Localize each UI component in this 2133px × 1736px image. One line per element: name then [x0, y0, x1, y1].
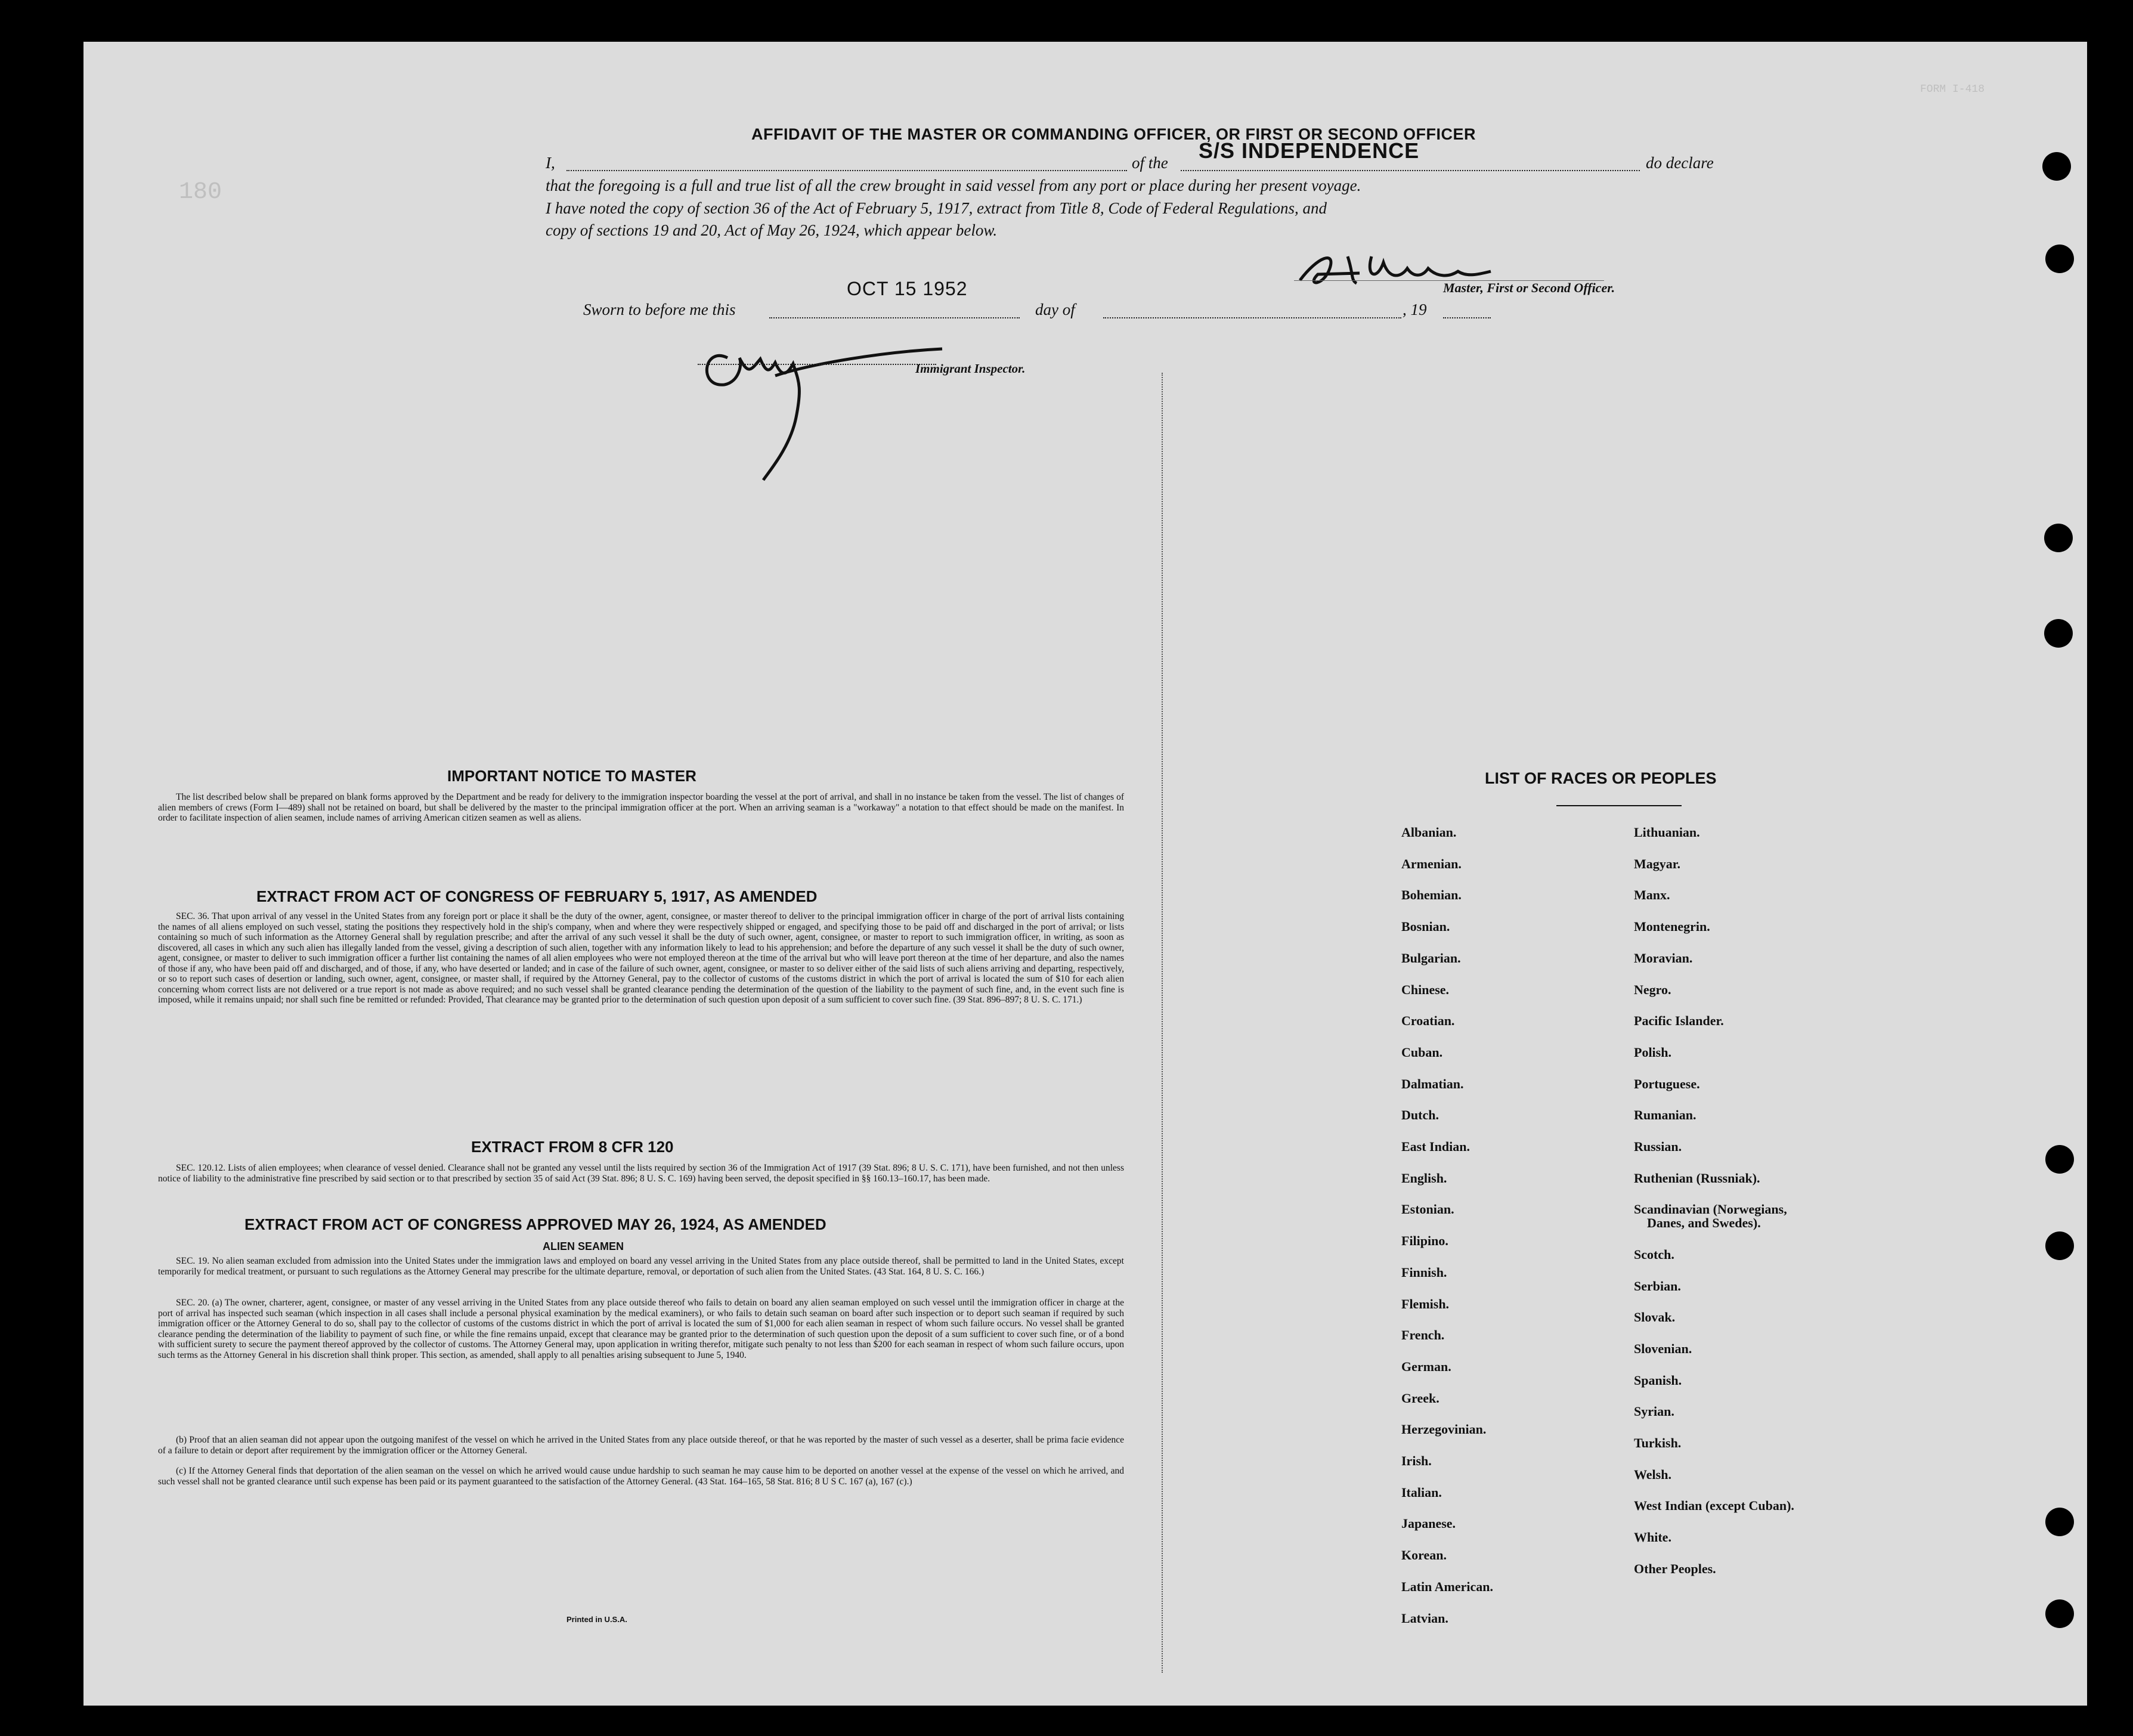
races-heading: LIST OF RACES OR PEOPLES	[1485, 769, 1717, 787]
inspector-label: Immigrant Inspector.	[915, 361, 1026, 376]
race-item: Bulgarian.	[1401, 950, 1461, 966]
notice-text: The list described below shall be prepared on blank forms approved by the Department and be ready for delivery to the immigration inspector boarding the vessel at the port of arrival, and shall in no instance be taken from the vessel. The list of changes of alien members of crews (Form I—489) shall not be retained on board, but shall be delivered by the master to the principal immigration officer at the port. When an arriving seaman is a "workaway" a notation to that effect should be made on the manifest. In order to facilitate inspection of alien seamen, include names of arriving American citizen seamen as well as aliens.	[158, 792, 1124, 823]
race-item: French.	[1401, 1327, 1445, 1343]
affidavit-of-the-label: of the	[1132, 154, 1168, 172]
race-item: Herzegovinian.	[1401, 1422, 1487, 1437]
race-item: Polish.	[1634, 1044, 1671, 1060]
bleed-through-text: 180	[179, 179, 222, 206]
affidavit-line-4: copy of sections 19 and 20, Act of May 26, 1924, which appear below.	[546, 221, 998, 239]
race-item: Negro.	[1634, 982, 1671, 997]
notice-heading: IMPORTANT NOTICE TO MASTER	[447, 767, 696, 785]
form-sheet	[83, 42, 2087, 1706]
punch-hole	[2044, 619, 2073, 648]
race-item: Syrian.	[1634, 1404, 1674, 1419]
race-item: Slovenian.	[1634, 1341, 1692, 1356]
affidavit-title: AFFIDAVIT OF THE MASTER OR COMMANDING OFFICER, OR FIRST OR SECOND OFFICER	[751, 125, 1476, 143]
race-item: Latin American.	[1401, 1579, 1493, 1594]
race-item: Moravian.	[1634, 950, 1693, 966]
extract-1917-text: SEC. 36. That upon arrival of any vessel in the United States from any foreign port or place it shall be the duty of the owner, agent, consignee, or master thereof to deliver to the principal immigration officer in charge of the port of arrival lists containing the names of all aliens employed on such vessel, stating the positions they respectively hold in the ship's company, when and where they were respectively shipped or engaged, and specifying those to be paid off and discharged in the port of arrival; or lists containing so much of such information as the Attorney General shall by regulation prescribe; and after the arrival of any such vessel it shall be the duty of such owner, agent, consignee, or master to report to such immigration officer, in writing, as soon as discovered, all cases in which any such alien has illegally landed from the vessel, giving a description of such alien, together with any information likely to lead to his apprehension; and before the departure of any such vessel it shall be the duty of such owner, agent, consignee, or master to deliver to such immigration officer a further list containing the names of all alien employees who were not employed thereon at the time of the arrival but who will leave port thereon at the time of her departure, and also the names of those if any, who have been paid off and discharged, and of those, if any, who have deserted or landed; and in case of the failure of such owner, agent, consignee, or master to so deliver either of the said lists of such aliens arriving and departing, respectively, or so to report such cases of desertion or landing, such owner, agent, consignee, or master shall, if required by the Attorney General, pay to the collector of customs of the customs district in which the port of arrival is located the sum of $10 for each alien concerning whom correct lists are not delivered or a true report is not made as above required; and no such vessel shall be granted clearance pending the determination of the question of the liability to the payment of such fine, and, in the event such fine is imposed, while it remains unpaid; nor shall such fine be remitted or refunded: Provided, That clearance may be granted prior to the determination of such question upon deposit of a sum sufficient to cover such fine. (39 Stat. 896–897; 8 U. S. C. 171.)	[158, 911, 1124, 1005]
race-item: Filipino.	[1401, 1233, 1448, 1249]
race-item: Serbian.	[1634, 1278, 1681, 1294]
race-item: Irish.	[1401, 1453, 1432, 1469]
extract-1917-heading: EXTRACT FROM ACT OF CONGRESS OF FEBRUARY 5, 1917, AS AMENDED	[256, 887, 818, 905]
punch-hole	[2045, 1508, 2074, 1536]
race-item: Cuban.	[1401, 1044, 1443, 1060]
printed-in-usa: Printed in U.S.A.	[566, 1615, 627, 1624]
inspector-signature	[692, 322, 1002, 489]
extract-1924-sec20a: SEC. 20. (a) The owner, charterer, agent, consignee, or master of any vessel arriving in the United States from any place outside thereof who fails to detain on board any alien seaman employed on such vessel until the immigration officer in charge at the port of arrival has inspected such seaman (which inspection in all cases shall include a personal physical examination by the medical examiners), or who fails to detain such seaman on board after such inspection or to deport such seaman if required by such immigration officer or the Attorney General to do so, shall pay to the collector of customs of the customs district in which the port of arrival is located the sum of $1,000 for each alien seaman in respect of whom such failure occurs. No vessel shall be granted clearance pending the determination of the liability to payment of such fine, or while the fine remains unpaid, except that clearance may be granted prior to the determination of such question upon the deposit of a sum sufficient to cover such fine, or of a bond with sufficient surety to secure the payment thereof approved by the collector of customs. The Attorney General may, upon application in writing therefor, mitigate such penalty to not less than $200 for each seaman in respect of whom such failure occurs, upon such terms as the Attorney General in his discretion shall think proper. This section, as amended, shall apply to all penalties arising subsequent to June 5, 1940.	[158, 1298, 1124, 1360]
race-item: Finnish.	[1401, 1264, 1447, 1280]
punch-hole	[2044, 524, 2073, 552]
race-item: Welsh.	[1634, 1466, 1671, 1482]
punch-hole	[2045, 1145, 2074, 1174]
race-item: Manx.	[1634, 887, 1670, 903]
race-item: White.	[1634, 1530, 1671, 1545]
race-item: Dutch.	[1401, 1107, 1439, 1123]
punch-hole	[2045, 1599, 2074, 1628]
races-left-column	[1401, 817, 1493, 1634]
race-item: Spanish.	[1634, 1372, 1682, 1388]
race-item: West Indian (except Cuban).	[1634, 1498, 1794, 1514]
affidavit-i-label: I,	[546, 154, 555, 172]
year-line	[1443, 317, 1491, 318]
extract-1924-sec20c: (c) If the Attorney General finds that deportation of the alien seaman on the vessel on which he arrived would cause undue hardship to such seaman he may cause him to be deported on another vessel at the expense of the vessel on which he arrived, and such vessel shall not be granted clearance until such expense has been paid or its payment guaranteed to the satisfaction of the Attorney General. (43 Stat. 164–165, 58 Stat. 816; 8 U S C. 167 (a), 167 (c).)	[158, 1466, 1124, 1487]
race-item: Latvian.	[1401, 1610, 1448, 1626]
punch-hole	[2045, 245, 2074, 273]
race-item: Dalmatian.	[1401, 1076, 1464, 1091]
month-line	[1103, 317, 1401, 318]
race-item: Portuguese.	[1634, 1076, 1700, 1091]
extract-cfr-text: SEC. 120.12. Lists of alien employees; when clearance of vessel denied. Clearance shall not be granted any vessel until the lists required by section 36 of the Immigration Act of 1917 (39 Stat. 896; 8 U. S. C. 171), have been furnished, and not then unless notice of liability to the administrative fine prescribed by said section or to that prescribed by section 35 of said Act (39 Stat. 896; 8 U. S. C. 169) having been served, the deposit specified in §§ 160.13–160.17, has been made.	[158, 1163, 1124, 1184]
race-item: Bohemian.	[1401, 887, 1462, 903]
race-item: Pacific Islander.	[1634, 1013, 1724, 1029]
extract-1924-sec20b: (b) Proof that an alien seaman did not appear upon the outgoing manifest of the vessel on which he arrived in the United States from any place outside thereof, or that he was reported by the master of such vessel as a deserter, shall be prima facie evidence of a failure to detain or deport after requirement by the immigration officer or the Attorney General.	[158, 1435, 1124, 1456]
race-item: Croatian.	[1401, 1013, 1455, 1029]
race-item: German.	[1401, 1359, 1451, 1374]
day-of-label: day of	[1035, 301, 1075, 318]
sworn-day-line	[769, 317, 1020, 318]
alien-seamen-subheading: ALIEN SEAMEN	[543, 1240, 624, 1252]
affidavit-line-3: I have noted the copy of section 36 of the Act of February 5, 1917, extract from Title 8, Code of Federal Regulations, and	[546, 199, 1327, 217]
race-item: Scandinavian (Norwegians,	[1634, 1202, 1787, 1217]
vessel-name: S/S INDEPENDENCE	[1199, 138, 1420, 163]
race-item: Greek.	[1401, 1390, 1439, 1406]
race-item: Montenegrin.	[1634, 919, 1710, 934]
races-heading-rule	[1556, 805, 1682, 806]
extract-cfr-heading: EXTRACT FROM 8 CFR 120	[471, 1138, 674, 1156]
race-item: Albanian.	[1401, 825, 1457, 840]
master-name-line	[566, 170, 1127, 171]
column-divider	[1162, 373, 1163, 1673]
race-item: Danes, and Swedes).	[1647, 1215, 1761, 1231]
punch-hole	[2045, 1231, 2074, 1260]
race-item: Other Peoples.	[1634, 1561, 1716, 1576]
race-item: Chinese.	[1401, 982, 1450, 997]
races-right-column	[1634, 817, 1794, 1585]
race-item: Russian.	[1634, 1139, 1682, 1155]
race-item: Korean.	[1401, 1548, 1447, 1563]
bleed-through-text: FORM I-418	[1920, 83, 1985, 95]
race-item: Japanese.	[1401, 1516, 1456, 1531]
extract-1924-heading: EXTRACT FROM ACT OF CONGRESS APPROVED MAY 26, 1924, AS AMENDED	[244, 1215, 826, 1233]
race-item: Magyar.	[1634, 856, 1681, 871]
sworn-label: Sworn to before me this	[583, 301, 736, 318]
affidavit-line-2: that the foregoing is a full and true list of all the crew brought in said vessel from any port or place during her present voyage.	[546, 177, 1361, 194]
sworn-date-stamp: OCT 15 1952	[847, 278, 968, 299]
race-item: Italian.	[1401, 1484, 1442, 1500]
race-item: Flemish.	[1401, 1296, 1450, 1311]
race-item: Turkish.	[1634, 1435, 1682, 1451]
race-item: English.	[1401, 1170, 1447, 1186]
race-item: Lithuanian.	[1634, 825, 1700, 840]
affidavit-do-declare: do declare	[1646, 154, 1714, 172]
punch-hole	[2042, 152, 2071, 181]
extract-1924-sec19: SEC. 19. No alien seaman excluded from admission into the United States under the immigration laws and employed on board any vessel arriving in the United States from any place outside thereof, shall be permitted to land in the United States, except temporarily for medical treatment, or pursuant to such regulations as the Attorney General may prescribe for the ultimate departure, removal, or deportation of such alien from the United States. (43 Stat. 164, 8 U. S. C. 166.)	[158, 1256, 1124, 1277]
race-item: Slovak.	[1634, 1310, 1676, 1325]
race-item: Armenian.	[1401, 856, 1462, 871]
race-item: Ruthenian (Russniak).	[1634, 1170, 1760, 1186]
race-item: Rumanian.	[1634, 1107, 1697, 1123]
year-label: , 19	[1403, 301, 1427, 318]
race-item: Estonian.	[1401, 1202, 1454, 1217]
race-item: Bosnian.	[1401, 919, 1450, 934]
master-title-label: Master, First or Second Officer.	[1443, 280, 1615, 295]
race-item: Scotch.	[1634, 1246, 1674, 1262]
vessel-name-line	[1181, 170, 1640, 171]
race-item: East Indian.	[1401, 1139, 1470, 1155]
inspector-signature-line	[698, 364, 936, 365]
